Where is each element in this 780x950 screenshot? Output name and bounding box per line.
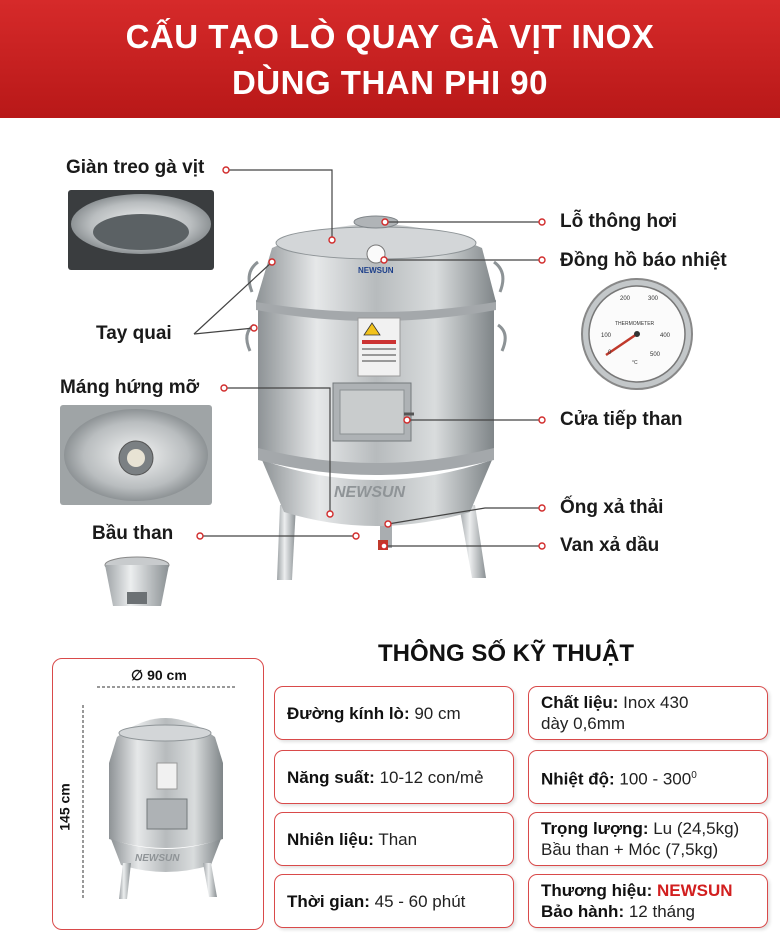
spec-brand-warranty: Thương hiệu: NEWSUN Bảo hành: 12 tháng	[528, 874, 768, 928]
label-handle: Tay quai	[96, 323, 172, 344]
card-logo: NEWSUN	[135, 853, 180, 864]
gauge-tick: 100	[601, 333, 612, 339]
handle-left	[249, 262, 258, 292]
label-drain-pipe: Ống xả thải	[560, 497, 664, 518]
handle-right	[494, 262, 503, 292]
height-label: 145 cm	[56, 783, 73, 831]
spec-diameter: Đường kính lò: 90 cm	[274, 686, 514, 740]
spec-temperature: Nhiệt độ: $100 - 300^0$	[528, 750, 768, 804]
diameter-label	[131, 667, 187, 684]
grease-tray-thumbnail	[60, 405, 212, 505]
spec-material: Chất liệu: Inox 430 dày 0,6mm	[528, 686, 768, 740]
diameter-symbol: ∅	[131, 667, 144, 683]
dimension-card	[52, 658, 264, 930]
gauge-unit: °C	[632, 360, 638, 366]
gauge-tick: 500	[650, 352, 661, 358]
label-rack: Giàn treo gà vịt	[66, 157, 205, 178]
dimension-diagram	[53, 659, 263, 929]
rack-thumbnail	[68, 190, 214, 270]
label-coal-pot: Bầu than	[92, 523, 174, 544]
spec-weight: Trọng lượng: Lu (24,5kg) Bầu than + Móc (7,5kg)	[528, 812, 768, 866]
spec-capacity: Năng suất: 10-12 con/mẻ	[274, 750, 514, 804]
label-thermometer: Đồng hồ báo nhiệt	[560, 250, 727, 271]
title-line-1: CẤU TẠO LÒ QUAY GÀ VỊT INOX	[125, 18, 655, 55]
body-logo: NEWSUN	[334, 484, 406, 501]
title-line-2: DÙNG THAN PHI 90	[231, 64, 549, 101]
specs-title: THÔNG SỐ KỸ THUẬT	[378, 640, 634, 667]
spec-fuel: Nhiên liệu: Than	[274, 812, 514, 866]
diameter-value: 90 cm	[147, 667, 187, 683]
gauge-tick: 300	[648, 296, 659, 302]
warning-plate	[358, 318, 400, 376]
lid-logo: NEWSUN	[358, 266, 394, 275]
gauge-tick: 0	[608, 350, 612, 356]
label-vent: Lỗ thông hơi	[560, 211, 677, 232]
label-grease-tray: Máng hứng mỡ	[60, 377, 200, 398]
gauge-label-text: THERMOMETER	[615, 321, 655, 327]
gauge-tick: 400	[660, 333, 671, 339]
label-oil-valve: Van xả dầu	[560, 535, 660, 556]
spec-time: Thời gian: 45 - 60 phút	[274, 874, 514, 928]
coal-pot-thumbnail	[105, 557, 169, 606]
gauge-tick: 200	[620, 296, 631, 302]
thermometer-gauge	[582, 279, 692, 389]
label-coal-door: Cửa tiếp than	[560, 409, 683, 430]
